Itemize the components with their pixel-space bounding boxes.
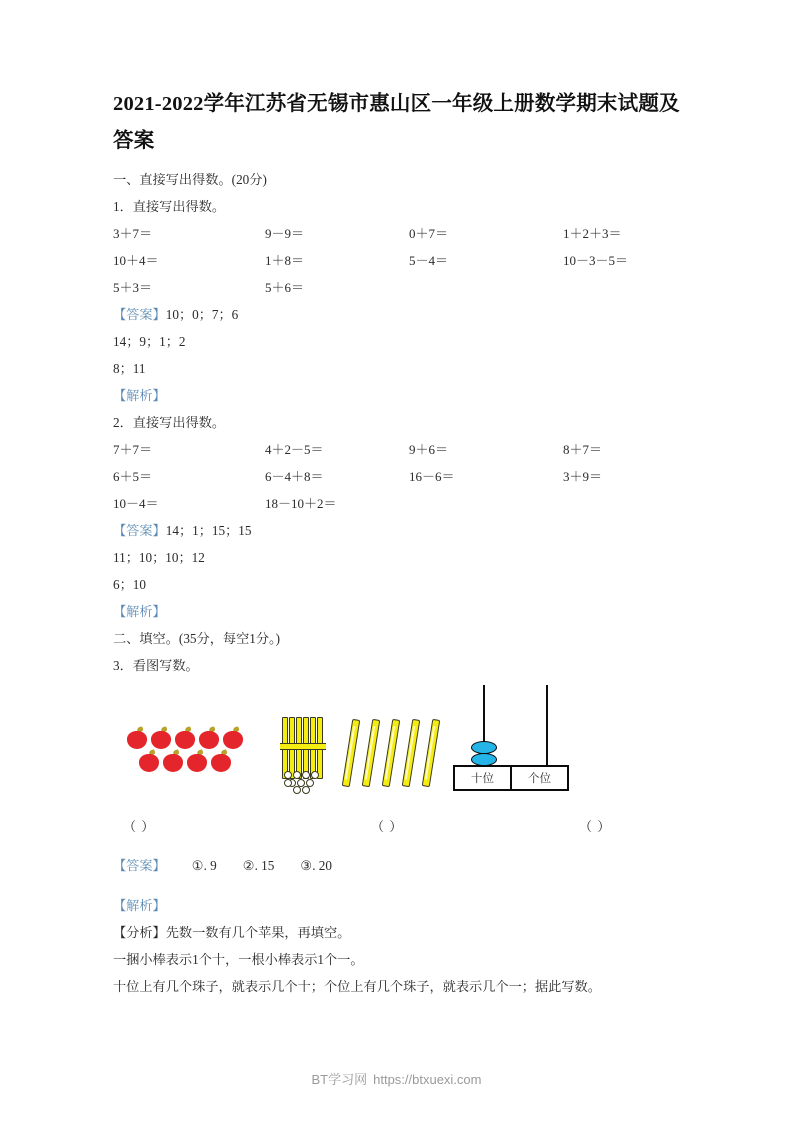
apple-icon [198,727,220,749]
loose-stick [342,719,361,787]
answer-label: 【答案】 [113,858,166,874]
apple-body [151,731,171,749]
answer-blank[interactable]: （ ） [123,819,156,834]
math-expression: 10＋4＝ [113,253,159,268]
question-1-analysis-label: 【解析】 [113,388,166,403]
question-3-blank-row [113,815,685,839]
footer-site-name: BT学习网 [311,1072,368,1087]
abacus-base [453,765,569,791]
stick-end [302,771,310,779]
apple-icon [186,750,208,772]
stick-end [293,786,301,794]
math-expression: 6＋5＝ [113,469,153,484]
bundle-band [280,743,326,750]
apple-body [175,731,195,749]
stick-bundle-icon [281,717,327,791]
question-2-answer [113,517,685,544]
apple-row-bottom [138,750,246,772]
apple-icon [126,727,148,749]
question-2-row-3 [113,490,685,517]
math-expression: 1＋8＝ [265,253,305,268]
apple-row-top [126,727,246,749]
question-1-row-2 [113,247,685,274]
math-expression: 3＋7＝ [113,226,153,241]
analysis-line-2: 一捆小棒表示1个十，一根小棒表示1个一。 [113,952,364,968]
math-expression: 1＋2＋3＝ [563,226,622,241]
math-expression: 0＋7＝ [409,226,449,241]
counting-sticks-illustration [281,717,461,797]
math-expression: 9－9＝ [265,226,305,241]
question-3-figure [113,685,685,815]
question-1-prompt: 1．直接写出得数。 [113,199,226,214]
answer-blank[interactable]: （ ） [371,819,404,834]
math-expression: 5＋6＝ [265,280,305,295]
abacus-illustration [453,685,583,801]
answer-text: 14；1；15；15 [165,523,252,538]
math-expression: 3＋9＝ [563,469,603,484]
math-expression: 5－4＝ [409,253,449,268]
loose-stick [422,719,441,787]
math-expression: 10－3－5＝ [563,253,629,268]
apple-icon [138,750,160,772]
answer-item: ③. 20 [300,858,332,874]
question-1-answer-line-2: 14；9；1；2 [113,334,186,349]
question-1-answer [113,301,685,328]
math-expression: 18－10＋2＝ [265,496,337,511]
abacus-tens-label: 十位 [455,767,512,789]
question-2-answer-line-3: 6；10 [113,577,146,592]
question-2-row-1 [113,436,685,463]
question-2-row-2 [113,463,685,490]
stick-end [293,771,301,779]
apple-body [223,731,243,749]
loose-stick [362,719,381,787]
loose-stick [402,719,421,787]
apple-icon [162,750,184,772]
apple-icon [210,750,232,772]
question-1-row-3 [113,274,685,301]
question-3-answer [113,852,685,879]
answer-item: ②. 15 [242,858,275,874]
analysis-line-1: 【分析】先数一数有几个苹果，再填空。 [113,925,351,941]
apple-icon [174,727,196,749]
footer-watermark [0,1069,793,1088]
stick-end [284,779,292,787]
math-expression: 7＋7＝ [113,442,153,457]
apple-body [199,731,219,749]
stick-end [302,786,310,794]
document-content [113,86,685,1000]
stick-end [311,771,319,779]
question-2-analysis-label: 【解析】 [113,604,166,619]
section-heading-one: 一、直接写出得数。(20分) [113,172,267,187]
math-expression: 6－4＋8＝ [265,469,324,484]
question-2-answer-line-2: 11；10；10；12 [113,550,205,565]
answer-label: 【答案】 [113,523,166,538]
bundle-stick-ends [282,771,326,791]
math-expression: 9＋6＝ [409,442,449,457]
math-expression: 4＋2－5＝ [265,442,324,457]
answer-label: 【答案】 [113,307,166,322]
question-1-row-1 [113,220,685,247]
section-heading-two: 二、填空。(35分，每空1分。) [113,631,281,646]
answer-text: 10；0；7；6 [165,307,239,322]
loose-stick [382,719,401,787]
math-expression: 5＋3＝ [113,280,153,295]
apple-illustration [126,727,246,772]
apple-body [187,754,207,772]
footer-url: https://btxuexi.com [373,1072,482,1087]
page-title: 2021-2022学年江苏省无锡市惠山区一年级上册数学期末试题及答案 [113,93,680,152]
abacus-ones-label: 个位 [528,773,551,785]
question-3-analysis-label: 【解析】 [113,898,166,914]
apple-body [163,754,183,772]
question-3-prompt: 3．看图写数。 [113,658,199,673]
apple-body [211,754,231,772]
answer-blank[interactable]: （ ） [579,819,612,834]
math-expression: 10－4＝ [113,496,159,511]
apple-icon [150,727,172,749]
answer-item: ①. 9 [191,858,217,874]
question-2-prompt: 2．直接写出得数。 [113,415,226,430]
math-expression: 16－6＝ [409,469,455,484]
math-expression: 8＋7＝ [563,442,603,457]
abacus-rod-ones [546,685,548,765]
analysis-line-3: 十位上有几个珠子，就表示几个十；个位上有几个珠子，就表示几个一；据此写数。 [113,979,601,995]
apple-body [139,754,159,772]
question-1-answer-line-3: 8；11 [113,361,146,376]
stick-end [284,771,292,779]
apple-icon [222,727,244,749]
apple-body [127,731,147,749]
